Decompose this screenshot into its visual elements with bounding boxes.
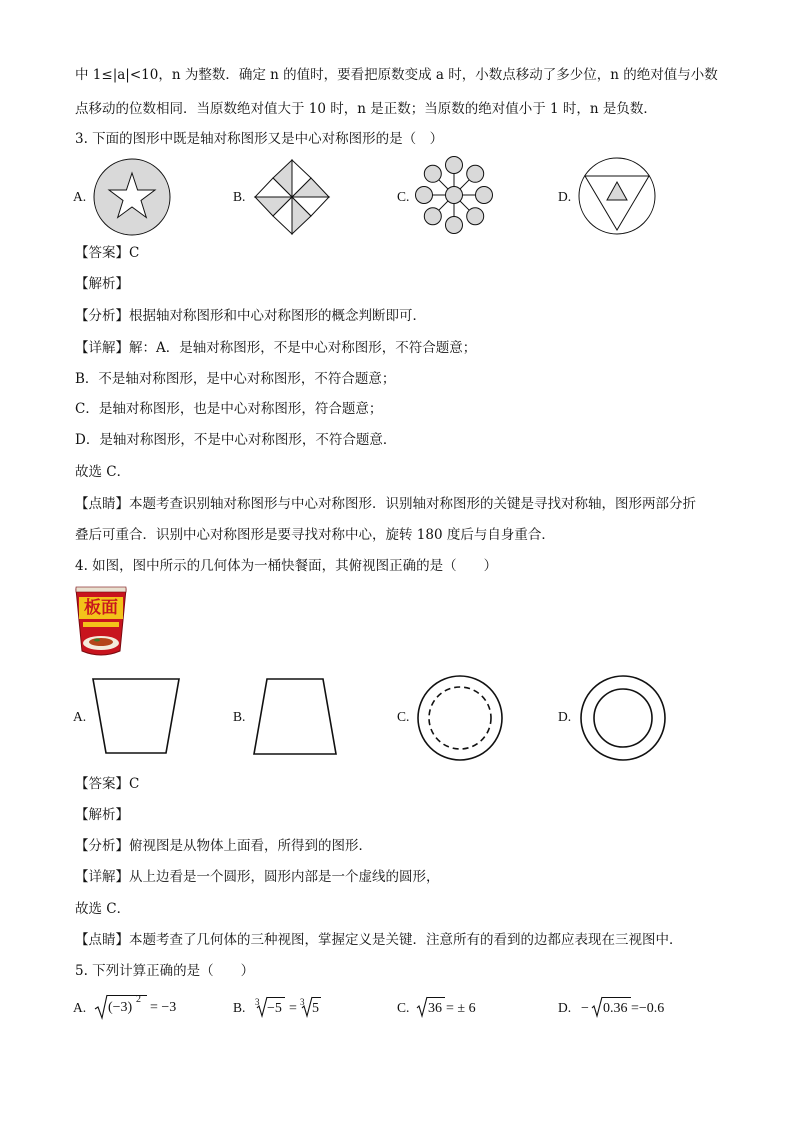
q4-fenxi: 【分析】俯视图是从物体上面看，所得到的图形． xyxy=(75,838,372,854)
q5-d-radicand: 0.36 xyxy=(603,1001,628,1016)
q5-d-radical-sign xyxy=(591,996,603,1018)
q3-fenxi: 【分析】根据轴对称图形和中心对称图形的概念判断即可． xyxy=(75,308,426,324)
q5-b-index-left: 3 xyxy=(255,997,260,1007)
q3-option-c-label: C. xyxy=(397,189,410,204)
q3-option-d-label: D. xyxy=(558,189,572,204)
q5-c-result: = ± 6 xyxy=(446,1001,476,1016)
q3-option-a-label: A. xyxy=(73,189,87,204)
q5-d-vinculum xyxy=(602,997,631,998)
q5-b-index-right: 3 xyxy=(300,997,305,1007)
q5-c-radicand: 36 xyxy=(428,1001,442,1016)
q3-figure-a-star-in-circle xyxy=(92,157,172,237)
noodle-bowl-label: 板面 xyxy=(84,598,118,618)
q5-b-vinculum-right xyxy=(312,997,321,998)
q4-stem: 4. 如图，图中所示的几何体为一桶快餐面，其俯视图正确的是（ ） xyxy=(75,558,498,574)
q5-stem: 5. 下列计算正确的是（ ） xyxy=(75,963,255,979)
q5-b-radicand-right: 5 xyxy=(312,1001,319,1016)
q5-c-vinculum xyxy=(427,997,445,998)
intro-line-1: 中 1≤|a|<10，n 为整数．确定 n 的值时，要看把原数变成 a 时，小数点移动了多少位，n 的绝对值与小数 xyxy=(75,67,718,83)
q5-d-minus: − xyxy=(581,1001,589,1016)
q3-xiangjie-2: B．不是轴对称图形，是中心对称图形，不符合题意； xyxy=(75,371,396,387)
q5-a-vinculum xyxy=(107,995,147,996)
q5-a-radicand: (−3) xyxy=(108,1000,133,1015)
q3-jiexi: 【解析】 xyxy=(75,276,129,292)
q3-stem: 3. 下面的图形中既是轴对称图形又是中心对称图形的是（ ） xyxy=(75,131,444,147)
q5-a-result: = −3 xyxy=(150,1000,177,1015)
q5-option-a-label: A. xyxy=(73,1000,87,1015)
q3-xiangjie-3: C．是轴对称图形，也是中心对称图形，符合题意； xyxy=(75,401,383,417)
q5-option-c-label: C. xyxy=(397,1000,410,1015)
q4-figure-d-concentric-circles xyxy=(579,674,667,762)
q4-answer: 【答案】C xyxy=(75,776,140,792)
q3-figure-c-flower-circles xyxy=(414,155,494,235)
q3-dianjing-2: 叠后可重合．识别中心对称图形是要寻找对称中心，旋转 180 度后与自身重合． xyxy=(75,527,555,543)
q5-option-d-label: D. xyxy=(558,1000,572,1015)
q5-d-result: =−0.6 xyxy=(631,1001,665,1016)
q5-b-equals: = xyxy=(289,1001,297,1016)
q4-option-d-label: D. xyxy=(558,709,572,724)
q4-jiexi: 【解析】 xyxy=(75,807,129,823)
q4-option-c-label: C. xyxy=(397,709,410,724)
q5-b-vinculum-left xyxy=(267,997,285,998)
q5-c-radical-sign xyxy=(416,996,428,1018)
q4-figure-c-circle-dashed-inner xyxy=(416,674,504,762)
intro-line-2: 点移动的位数相同．当原数绝对值大于 10 时，n 是正数；当原数的绝对值小于 1 时，n 是负数． xyxy=(75,101,657,117)
q3-figure-d-triangles-in-circle xyxy=(577,156,657,236)
q3-dianjing-1: 【点睛】本题考查识别轴对称图形与中心对称图形．识别轴对称图形的关键是寻找对称轴，图形两部分折 xyxy=(75,496,696,512)
q5-a-exponent: 2 xyxy=(136,994,141,1005)
noodle-bowl-image xyxy=(74,585,128,659)
q3-xiangjie-1: 【详解】解：A．是轴对称图形，不是中心对称图形，不符合题意； xyxy=(75,340,477,356)
q4-guxuan: 故选 C． xyxy=(75,901,131,917)
q4-figure-b-trapezoid xyxy=(252,677,338,757)
q5-a-radical-sign xyxy=(94,994,108,1020)
q4-option-a-label: A. xyxy=(73,709,87,724)
q4-xiangjie: 【详解】从上边看是一个圆形，圆形内部是一个虚线的圆形， xyxy=(75,869,440,885)
q5-option-b-label: B. xyxy=(233,1000,246,1015)
q3-figure-b-pinwheel xyxy=(253,158,331,236)
q4-figure-a-inverted-trapezoid xyxy=(90,677,182,755)
q3-xiangjie-5: 故选 C． xyxy=(75,464,131,480)
q4-option-b-label: B. xyxy=(233,709,246,724)
q5-b-radicand-left: −5 xyxy=(267,1001,282,1016)
q3-option-b-label: B. xyxy=(233,189,246,204)
q3-xiangjie-4: D．是轴对称图形，不是中心对称图形，不符合题意． xyxy=(75,432,397,448)
q4-dianjing: 【点睛】本题考查了几何体的三种视图，掌握定义是关键．注意所有的看到的边都应表现在三视图中． xyxy=(75,932,683,948)
q3-answer: 【答案】C xyxy=(75,245,140,261)
